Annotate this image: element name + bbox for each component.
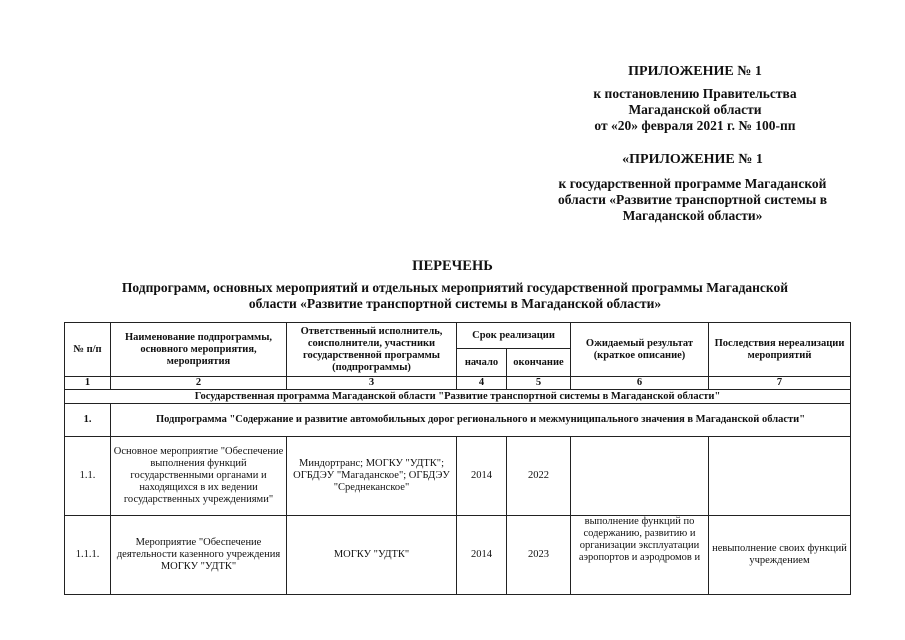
- document-subtitle-line-1: Подпрограмм, основных мероприятий и отдельных мероприятий государственной программы Магаданской: [121, 280, 789, 295]
- program-appendix-title: «ПРИЛОЖЕНИЕ № 1: [622, 152, 763, 167]
- column-number: 3: [287, 377, 457, 390]
- row-consequence: невыполнение своих функций учреждением: [709, 516, 851, 595]
- row-start: 2014: [457, 437, 507, 516]
- row-num: 1.1.1.: [65, 516, 111, 595]
- row-result: [571, 437, 709, 516]
- document-subtitle-line-2: области «Развитие транспортной системы в Магаданской области»: [248, 296, 662, 311]
- table-row: [65, 437, 851, 516]
- row-end: 2023: [507, 516, 571, 595]
- column-number: 1: [65, 377, 111, 390]
- measures-table: [64, 322, 851, 595]
- program-appendix-line-2: области «Развитие транспортной системы в: [557, 192, 828, 207]
- document-title: ПЕРЕЧЕНЬ: [412, 258, 493, 274]
- program-row: [65, 390, 851, 404]
- program-appendix-line-3: Магаданской области»: [622, 208, 763, 223]
- header-period: Срок реализации: [457, 323, 571, 349]
- row-name: Основное мероприятие "Обеспечение выполнения функций государственными органами и находящихся в их ведении государственных учреждениями": [111, 437, 287, 516]
- subprogram-row: [65, 404, 851, 437]
- column-number: 6: [571, 377, 709, 390]
- header-end: окончание: [507, 349, 571, 377]
- header-start: начало: [457, 349, 507, 377]
- appendix-line-3: от «20» февраля 2021 г. № 100-пп: [594, 118, 796, 133]
- subprogram-title: Подпрограмма "Содержание и развитие автомобильных дорог регионального и межмуниципального значения в Магаданской области": [111, 404, 851, 437]
- column-number: 5: [507, 377, 571, 390]
- table-row: [65, 516, 851, 595]
- column-number: 4: [457, 377, 507, 390]
- header-executor: Ответственный исполнитель, соисполнители, участники государственной программы (подпрограммы): [287, 323, 457, 377]
- program-appendix-header: [520, 152, 865, 224]
- row-end: 2022: [507, 437, 571, 516]
- program-title: Государственная программа Магаданской области "Развитие транспортной системы в Магаданской области": [65, 390, 851, 404]
- document-subtitle: [70, 280, 840, 312]
- column-number: 7: [709, 377, 851, 390]
- row-start: 2014: [457, 516, 507, 595]
- appendix-header: [560, 64, 830, 134]
- header-result: Ожидаемый результат (краткое описание): [571, 323, 709, 377]
- header-name: Наименование подпрограммы, основного мероприятия, мероприятия: [111, 323, 287, 377]
- row-consequence: [709, 437, 851, 516]
- row-result: выполнение функций по содержанию, развитию и организации эксплуатации аэропортов и аэродромов и: [571, 516, 709, 595]
- appendix-title: ПРИЛОЖЕНИЕ № 1: [628, 64, 762, 79]
- program-appendix-line-1: к государственной программе Магаданской: [558, 176, 827, 191]
- column-number: 2: [111, 377, 287, 390]
- appendix-line-1: к постановлению Правительства: [593, 86, 797, 101]
- row-num: 1.1.: [65, 437, 111, 516]
- row-executor: МОГКУ "УДТК": [287, 516, 457, 595]
- header-consequence: Последствия нереализации мероприятий: [709, 323, 851, 377]
- subprogram-num: 1.: [65, 404, 111, 437]
- row-name: Мероприятие "Обеспечение деятельности казенного учреждения МОГКУ "УДТК": [111, 516, 287, 595]
- column-number-row: [65, 377, 851, 390]
- appendix-line-2: Магаданской области: [628, 102, 762, 117]
- row-executor: Миндортранс; МОГКУ "УДТК"; ОГБДЭУ "Магаданское"; ОГБДЭУ "Среднеканское": [287, 437, 457, 516]
- header-num: № п/п: [65, 323, 111, 377]
